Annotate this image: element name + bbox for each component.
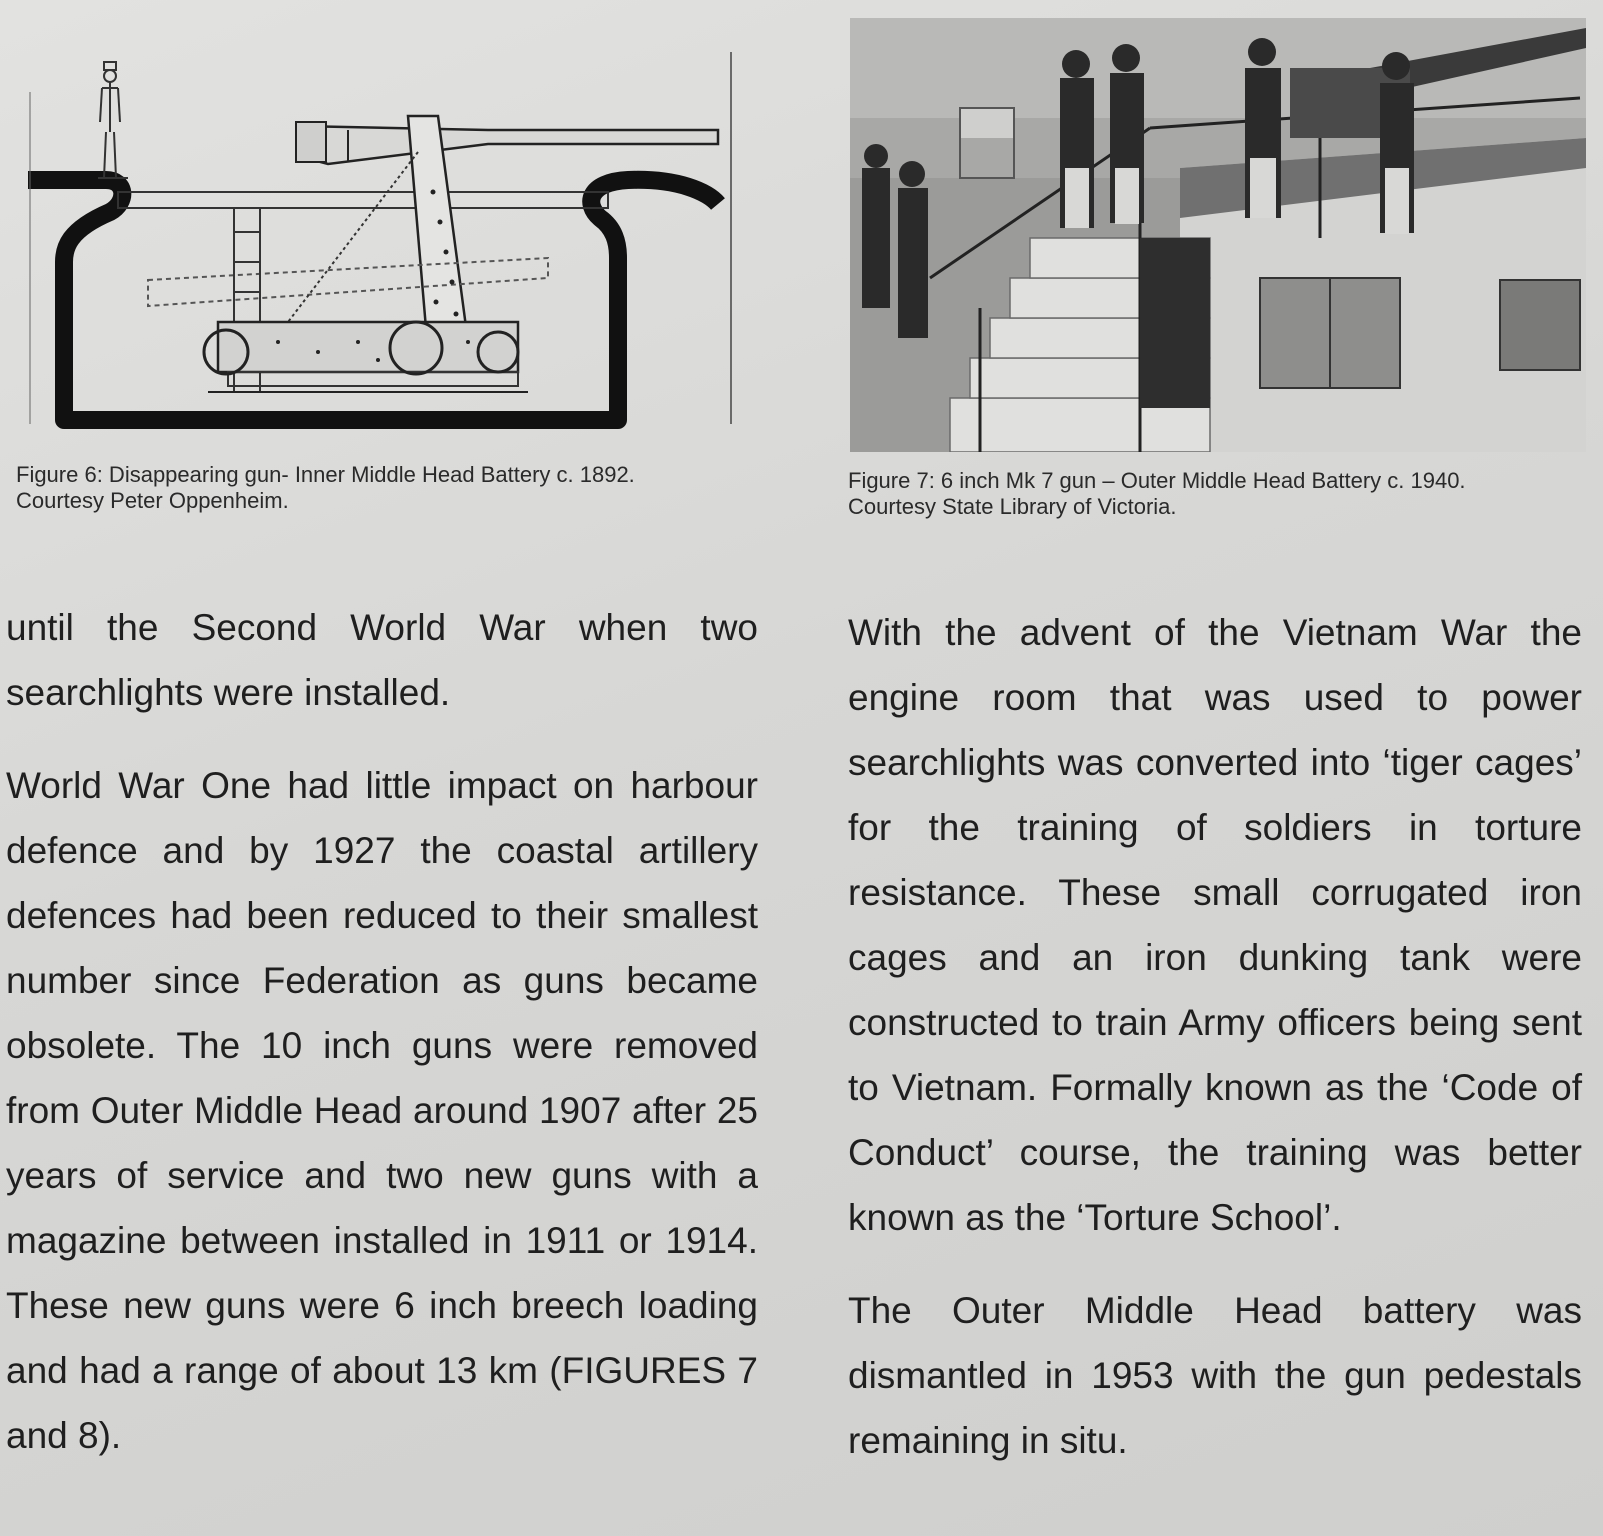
paragraph: World War One had little impact on harbour defence and by 1927 the coastal artillery defences had been reduced to their smallest number since Federation as guns became obsolete. The 10 inch guns were removed from Outer Middle Head around 1907 after 25 years of service and two new guns with a magazine between installed in 1911 or 1914. These new guns were 6 inch breech loading and had a range of about 13 km (FIGURES 7 and 8). <box>6 765 758 1456</box>
gun-crew-photo <box>850 18 1586 452</box>
paragraph: With the advent of the Vietnam War the engine room that was used to power searchlights was converted into ‘tiger cages’ for the training of soldiers in torture resistance. These small corrugated iron cages and an iron dunking tank were constructed to train Army officers being sent to Vietnam. Formally known as the ‘Code of Conduct’ course, the training was better known as the ‘Torture School’. <box>848 612 1582 1238</box>
disappearing-gun-drawing <box>28 52 756 434</box>
figure-6-caption: Figure 6: Disappearing gun- Inner Middle Head Battery c. 1892. Courtesy Peter Oppenheim. <box>16 462 635 513</box>
figure-7-caption: Figure 7: 6 inch Mk 7 gun – Outer Middle Head Battery c. 1940. Courtesy State Library of Victoria. <box>848 468 1466 519</box>
right-text-column <box>848 600 1582 1501</box>
paragraph: The Outer Middle Head battery was dismantled in 1953 with the gun pedestals remaining in situ. <box>848 1290 1582 1461</box>
paragraph: until the Second World War when two searchlights were installed. <box>6 607 758 713</box>
left-text-column <box>6 595 758 1496</box>
figure-7-photograph <box>850 18 1586 452</box>
figure-6-illustration <box>28 52 756 434</box>
